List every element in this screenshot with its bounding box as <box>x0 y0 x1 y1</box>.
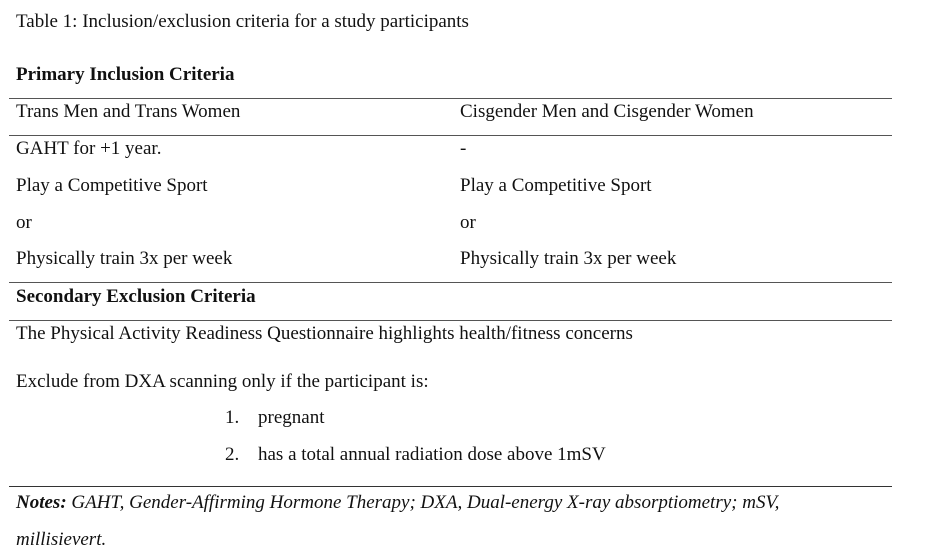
row-train-trans: Physically train 3x per week <box>16 248 233 269</box>
list-number: 1. <box>225 407 240 428</box>
secondary-heading: Secondary Exclusion Criteria <box>16 286 256 307</box>
notes-label: Notes: <box>16 492 67 513</box>
list-number: 2. <box>225 444 240 465</box>
column-header-cisgender: Cisgender Men and Cisgender Women <box>460 101 754 122</box>
notes-continuation: millisievert. <box>16 529 107 550</box>
row-gaht-trans: GAHT for +1 year. <box>16 138 162 159</box>
primary-heading: Primary Inclusion Criteria <box>16 64 235 85</box>
list-text: pregnant <box>258 407 325 428</box>
rule-primary-bottom <box>9 282 892 283</box>
secondary-line-dxa: Exclude from DXA scanning only if the participant is: <box>16 371 429 392</box>
row-sport-cis: Play a Competitive Sport <box>460 175 652 196</box>
row-sport-trans: Play a Competitive Sport <box>16 175 208 196</box>
row-gaht-cis: - <box>460 138 467 159</box>
row-or-trans: or <box>16 212 32 233</box>
rule-header <box>9 135 892 136</box>
list-text: has a total annual radiation dose above 1mSV <box>258 444 606 465</box>
column-header-trans: Trans Men and Trans Women <box>16 101 241 122</box>
secondary-line-questionnaire: The Physical Activity Readiness Questionnaire highlights health/fitness concerns <box>16 323 633 344</box>
rule-bottom <box>9 486 892 487</box>
row-or-cis: or <box>460 212 476 233</box>
rule-top <box>9 98 892 99</box>
table-caption: Table 1: Inclusion/exclusion criteria for a study participants <box>16 11 469 32</box>
notes <box>16 492 779 514</box>
rule-secondary <box>9 320 892 321</box>
notes-text: GAHT, Gender-Affirming Hormone Therapy; DXA, Dual-energy X-ray absorptiometry; mSV, <box>66 492 780 513</box>
row-train-cis: Physically train 3x per week <box>460 248 677 269</box>
